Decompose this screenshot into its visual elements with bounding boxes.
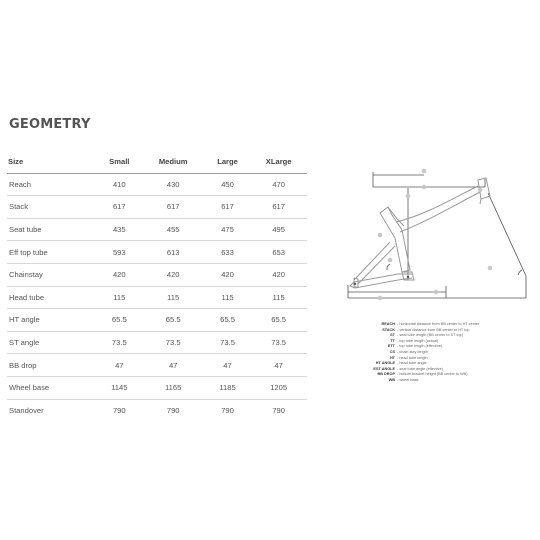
legend-description: - wheel base xyxy=(397,377,419,382)
table-row xyxy=(7,331,307,354)
legend-key: EST ANGLE xyxy=(373,366,395,371)
table-row xyxy=(7,173,307,196)
row-label: Head tube xyxy=(7,286,97,309)
table-cell: 455 xyxy=(142,218,205,241)
frame-outline xyxy=(350,178,490,288)
table-cell: 1205 xyxy=(250,376,307,399)
table-row xyxy=(7,376,307,399)
table-cell: 1145 xyxy=(97,376,142,399)
row-label: Eff top tube xyxy=(7,241,97,264)
table-row xyxy=(7,399,307,421)
table-cell: 73.5 xyxy=(205,331,251,354)
table-cell: 475 xyxy=(205,218,251,241)
legend-key: STACK xyxy=(382,327,395,332)
table-cell: 450 xyxy=(205,173,251,196)
legend-description: - head tube length xyxy=(397,355,428,360)
table-cell: 73.5 xyxy=(142,331,205,354)
table-row xyxy=(7,241,307,264)
legend-key: HT ANGLE xyxy=(375,361,395,366)
geometry-legend xyxy=(350,322,530,384)
table-cell: 430 xyxy=(142,173,205,196)
table-cell: 420 xyxy=(205,263,251,286)
table-row xyxy=(7,309,307,332)
table-cell: 73.5 xyxy=(250,331,307,354)
column-header: Small xyxy=(97,151,142,173)
row-label: Wheel base xyxy=(7,376,97,399)
row-label: Standover xyxy=(9,405,44,415)
legend-key: TT xyxy=(390,338,395,343)
table-header-row xyxy=(7,151,307,173)
table-cell: 613 xyxy=(142,241,205,264)
table-cell: 470 xyxy=(250,173,307,196)
table-row xyxy=(7,286,307,309)
column-header: Large xyxy=(205,151,251,173)
legend-description: - vertical distance from BB center to HT top xyxy=(397,327,470,332)
legend-key: ETT xyxy=(387,344,395,349)
table-cell: 617 xyxy=(250,196,307,219)
table-cell: 115 xyxy=(142,286,205,309)
table-cell: 1165 xyxy=(142,376,205,399)
table-cell: 420 xyxy=(97,263,142,286)
row-label: BB drop xyxy=(7,354,97,377)
table-cell: 420 xyxy=(142,263,205,286)
table-cell: 617 xyxy=(97,196,142,219)
dimension-lines xyxy=(348,172,526,298)
page-title: GEOMETRY xyxy=(9,117,91,132)
table-cell: 115 xyxy=(250,286,307,309)
table-cell: 790 xyxy=(221,405,234,415)
row-label: ST angle xyxy=(7,331,97,354)
table-cell: 790 xyxy=(112,405,126,415)
geometry-table xyxy=(7,151,307,421)
legend-description: - chain stay length xyxy=(397,349,428,354)
table-cell: 65.5 xyxy=(142,309,205,332)
table-cell: 435 xyxy=(97,218,142,241)
table-cell: 47 xyxy=(97,354,142,377)
table-cell: 115 xyxy=(97,286,142,309)
row-label: Reach xyxy=(7,173,97,196)
legend-description: - top tube length (actual) xyxy=(397,338,439,343)
table-cell: 115 xyxy=(205,286,251,309)
legend-description: - head tube angle xyxy=(397,361,427,366)
legend-description: - horizontal distance from BB center to HT center xyxy=(397,322,480,326)
table-row xyxy=(7,218,307,241)
table-cell: 47 xyxy=(142,354,205,377)
table-cell: 65.5 xyxy=(97,309,142,332)
legend-key: ST xyxy=(390,333,395,338)
row-label: Seat tube xyxy=(7,218,97,241)
table-cell: 420 xyxy=(250,263,307,286)
table-cell: 617 xyxy=(142,196,205,219)
column-header: Medium xyxy=(142,151,205,173)
table-body xyxy=(7,173,307,421)
table-row xyxy=(7,263,307,286)
table-row xyxy=(7,196,307,219)
table-cell: 495 xyxy=(250,218,307,241)
angle-markers xyxy=(387,264,522,275)
table-row xyxy=(7,354,307,377)
table-cell: 790 xyxy=(272,405,285,415)
legend-key: WB xyxy=(388,377,395,382)
legend-description: - bottom bracket height (BB center to WB) xyxy=(397,372,468,377)
table-cell: 47 xyxy=(250,354,307,377)
row-label: Chainstay xyxy=(7,263,97,286)
table-cell: 653 xyxy=(250,241,307,264)
legend-key: BB DROP xyxy=(377,372,395,377)
table-cell: 73.5 xyxy=(97,331,142,354)
table-cell: 65.5 xyxy=(205,309,251,332)
table-cell: 47 xyxy=(205,354,251,377)
table-cell: 617 xyxy=(205,196,251,219)
legend-item xyxy=(350,378,530,384)
legend-description: - seat tube angle (effective) xyxy=(397,366,443,371)
row-label: Stack xyxy=(7,196,97,219)
column-header: XLarge xyxy=(250,151,307,173)
table-cell: 410 xyxy=(97,173,142,196)
legend-key: REACH xyxy=(381,322,395,326)
legend-description: - top tube length (effective) xyxy=(397,344,443,349)
row-label: HT angle xyxy=(7,309,97,332)
frame-geometry-diagram xyxy=(340,160,530,310)
legend-key: CS xyxy=(389,349,395,354)
table-cell: 65.5 xyxy=(250,309,307,332)
legend-description: - seat tube length (BB center to ST top) xyxy=(397,333,463,338)
column-header: Size xyxy=(7,151,97,173)
table-cell: 790 xyxy=(166,405,180,415)
table-cell: 593 xyxy=(97,241,142,264)
table-cell: 1185 xyxy=(205,376,251,399)
legend-key: HT xyxy=(389,355,395,360)
table-cell: 633 xyxy=(205,241,251,264)
